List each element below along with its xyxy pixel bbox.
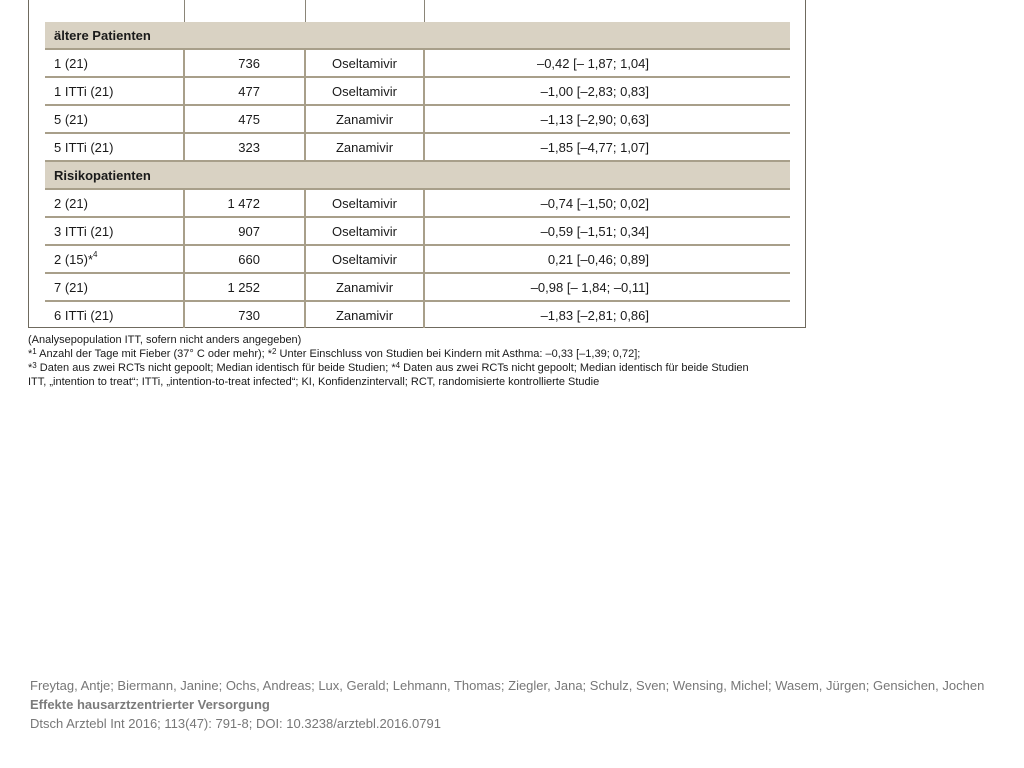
study-cell: 1 ITTi (21)	[45, 77, 184, 105]
section-heading: ältere Patienten	[45, 22, 790, 49]
n-cell: 1 252	[184, 273, 305, 301]
table-row	[45, 273, 790, 301]
table-row	[45, 217, 790, 245]
n-cell: 1 472	[184, 189, 305, 217]
section-header-row	[45, 161, 790, 189]
section-heading: Risikopatienten	[45, 161, 790, 189]
table-footnotes	[28, 333, 788, 389]
column-divider	[184, 0, 185, 22]
study-cell: 5 ITTi (21)	[45, 133, 184, 161]
drug-cell: Oseltamivir	[305, 189, 424, 217]
study-cell: 5 (21)	[45, 105, 184, 133]
n-cell: 475	[184, 105, 305, 133]
results-table	[45, 22, 790, 328]
ci-cell: 0,21 [–0,46; 0,89]	[424, 245, 790, 273]
study-cell: 3 ITTi (21)	[45, 217, 184, 245]
drug-cell: Oseltamivir	[305, 77, 424, 105]
n-cell: 907	[184, 217, 305, 245]
column-divider	[305, 0, 306, 22]
table-row	[45, 189, 790, 217]
citation-source: Dtsch Arztebl Int 2016; 113(47): 791-8; DOI: 10.3238/arztebl.2016.0791	[30, 716, 441, 731]
drug-cell: Zanamivir	[305, 105, 424, 133]
n-cell: 730	[184, 301, 305, 328]
table-row	[45, 301, 790, 328]
n-cell: 660	[184, 245, 305, 273]
section-header-row	[45, 22, 790, 49]
table-row	[45, 245, 790, 273]
ci-cell: –0,59 [–1,51; 0,34]	[424, 217, 790, 245]
n-cell: 736	[184, 49, 305, 77]
footnote-line: *$^3$ Daten aus zwei RCTs nicht gepoolt; Median identisch für beide Studien; *$^4$ Daten aus zwei RCTs nicht gepoolt; Median identisch für beide Studien	[28, 361, 749, 374]
drug-cell: Oseltamivir	[305, 217, 424, 245]
footnote-line: ITT, „intention to treat“; ITTi, „intention-to-treat infected“; KI, Konfidenzintervall; RCT, randomisierte kontrollierte Studie	[28, 376, 600, 388]
table-row	[45, 105, 790, 133]
citation	[30, 676, 984, 733]
drug-cell: Zanamivir	[305, 273, 424, 301]
n-cell: 323	[184, 133, 305, 161]
study-cell: 1 (21)	[45, 49, 184, 77]
ci-cell: –1,83 [–2,81; 0,86]	[540, 307, 650, 323]
column-divider	[424, 0, 425, 22]
study-cell: 6 ITTi (21)	[45, 301, 184, 328]
table-row	[45, 77, 790, 105]
ci-cell: –1,00 [–2,83; 0,83]	[424, 77, 790, 105]
citation-title: Effekte hausarztzentrierter Versorgung	[30, 697, 270, 712]
ci-cell: –0,42 [– 1,87; 1,04]	[424, 49, 790, 77]
study-cell: 2 (15)*$^4$	[45, 245, 184, 273]
study-cell: 7 (21)	[45, 273, 184, 301]
citation-authors: Freytag, Antje; Biermann, Janine; Ochs, Andreas; Lux, Gerald; Lehmann, Thomas; Ziegler, Jana; Schulz, Sven; Wensing, Michel; Wasem, Jürgen; Gensichen, Jochen	[30, 678, 985, 693]
study-cell: 2 (21)	[45, 189, 184, 217]
ci-cell: –0,74 [–1,50; 0,02]	[424, 189, 790, 217]
ci-cell: –1,13 [–2,90; 0,63]	[424, 105, 790, 133]
drug-cell: Oseltamivir	[305, 49, 424, 77]
table-row	[45, 49, 790, 77]
table-row	[45, 133, 790, 161]
drug-cell: Zanamivir	[305, 301, 424, 328]
drug-cell: Oseltamivir	[305, 245, 424, 273]
drug-cell: Zanamivir	[305, 133, 424, 161]
footnote-line: (Analysepopulation ITT, sofern nicht anders angegeben)	[28, 334, 302, 346]
ci-cell: –1,85 [–4,77; 1,07]	[424, 133, 790, 161]
ci-cell: –0,98 [– 1,84; –0,11]	[424, 273, 790, 301]
footnote-line: *$^1$ Anzahl der Tage mit Fieber (37° C oder mehr); *$^2$ Unter Einschluss von Studien bei Kindern mit Asthma: –0,33 [–1,39; 0,72];	[28, 347, 641, 360]
n-cell: 477	[184, 77, 305, 105]
